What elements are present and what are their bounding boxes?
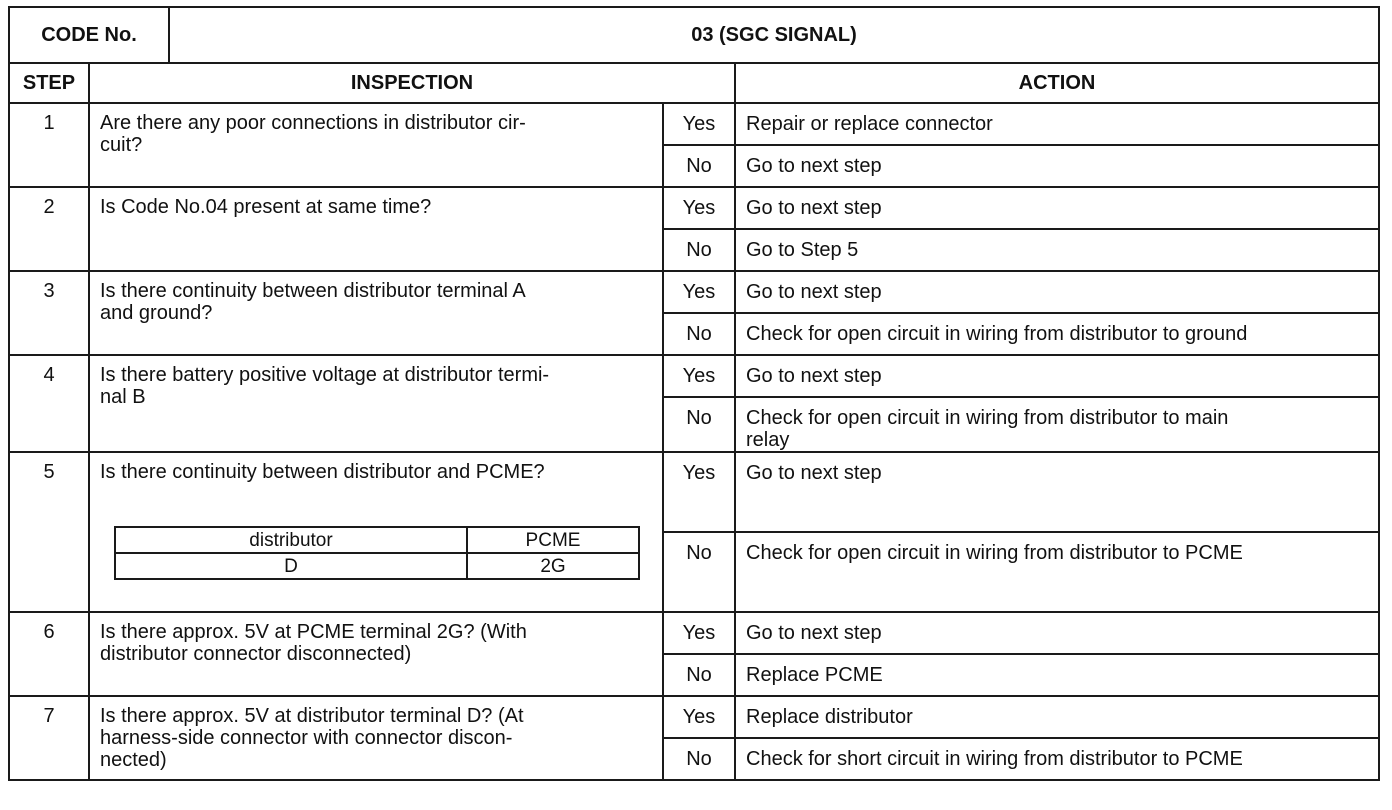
- connector-value-pcme: 2G: [467, 553, 639, 579]
- inspection-text: [89, 452, 663, 612]
- no-action: Replace PCME: [735, 654, 1379, 696]
- no-action: Check for open circuit in wiring from distributor to ground: [735, 313, 1379, 355]
- step-number: 2: [9, 187, 89, 271]
- step-row-1: [9, 103, 1379, 145]
- column-header-row: [9, 63, 1379, 103]
- inspection-text: [89, 271, 663, 355]
- yes-action: Replace distributor: [735, 696, 1379, 738]
- yes-action: Go to next step: [735, 612, 1379, 654]
- no-label: No: [663, 145, 735, 187]
- yes-action: Go to next step: [735, 355, 1379, 397]
- yes-label: Yes: [663, 696, 735, 738]
- no-label: No: [663, 654, 735, 696]
- step-number: 1: [9, 103, 89, 187]
- yes-action: Go to next step: [735, 271, 1379, 313]
- connector-header-distributor: distributor: [115, 527, 467, 553]
- code-value: 03 (SGC SIGNAL): [169, 7, 1379, 63]
- action-header: ACTION: [735, 63, 1379, 103]
- inspection-question: Is there battery positive voltage at distributor termi- nal B: [100, 364, 550, 408]
- inspection-question: Is there approx. 5V at distributor terminal D? (At harness-side connector with connector discon- nected): [100, 705, 524, 771]
- yes-label: Yes: [663, 271, 735, 313]
- step-header: STEP: [9, 63, 89, 103]
- inspection-question: Is there approx. 5V at PCME terminal 2G? (With distributor connector disconnected): [100, 621, 527, 665]
- yes-label: Yes: [663, 187, 735, 229]
- step-number: 3: [9, 271, 89, 355]
- no-action: Check for open circuit in wiring from distributor to PCME: [735, 532, 1379, 612]
- step-row-6: [9, 612, 1379, 654]
- diagnostic-table: [8, 6, 1380, 781]
- yes-action: Go to next step: [735, 187, 1379, 229]
- step-row-7: [9, 696, 1379, 738]
- yes-label: Yes: [663, 355, 735, 397]
- step-row-2: [9, 187, 1379, 229]
- steps-body: [9, 103, 1379, 780]
- inspection-text: [89, 355, 663, 452]
- no-label: No: [663, 397, 735, 452]
- inspection-question: Is there continuity between distributor and PCME?: [100, 461, 545, 483]
- no-action: Go to Step 5: [735, 229, 1379, 271]
- code-row: [9, 7, 1379, 63]
- inspection-text: [89, 187, 663, 271]
- step-number: 4: [9, 355, 89, 452]
- no-label: No: [663, 532, 735, 612]
- yes-action: Repair or replace connector: [735, 103, 1379, 145]
- yes-label: Yes: [663, 103, 735, 145]
- yes-action: Go to next step: [735, 452, 1379, 532]
- connector-table: [114, 526, 640, 580]
- no-label: No: [663, 229, 735, 271]
- inspection-text: [89, 612, 663, 696]
- connector-value-distributor: D: [115, 553, 467, 579]
- step-number: 6: [9, 612, 89, 696]
- inspection-text: [89, 696, 663, 780]
- no-action: Check for open circuit in wiring from distributor to main relay: [735, 397, 1379, 452]
- no-action: Go to next step: [735, 145, 1379, 187]
- connector-header-pcme: PCME: [467, 527, 639, 553]
- no-label: No: [663, 313, 735, 355]
- inspection-question: Is there continuity between distributor terminal A and ground?: [100, 280, 526, 324]
- step-number: 5: [9, 452, 89, 612]
- inspection-question: Are there any poor connections in distributor cir- cuit?: [100, 112, 526, 156]
- inspection-header: INSPECTION: [89, 63, 735, 103]
- step-row-4: [9, 355, 1379, 397]
- inspection-question: Is Code No.04 present at same time?: [100, 196, 432, 218]
- yes-label: Yes: [663, 612, 735, 654]
- no-label: No: [663, 738, 735, 780]
- step-row-5: [9, 452, 1379, 532]
- yes-label: Yes: [663, 452, 735, 532]
- step-number: 7: [9, 696, 89, 780]
- inspection-text: [89, 103, 663, 187]
- step-row-3: [9, 271, 1379, 313]
- no-action: Check for short circuit in wiring from distributor to PCME: [735, 738, 1379, 780]
- code-label: CODE No.: [9, 7, 169, 63]
